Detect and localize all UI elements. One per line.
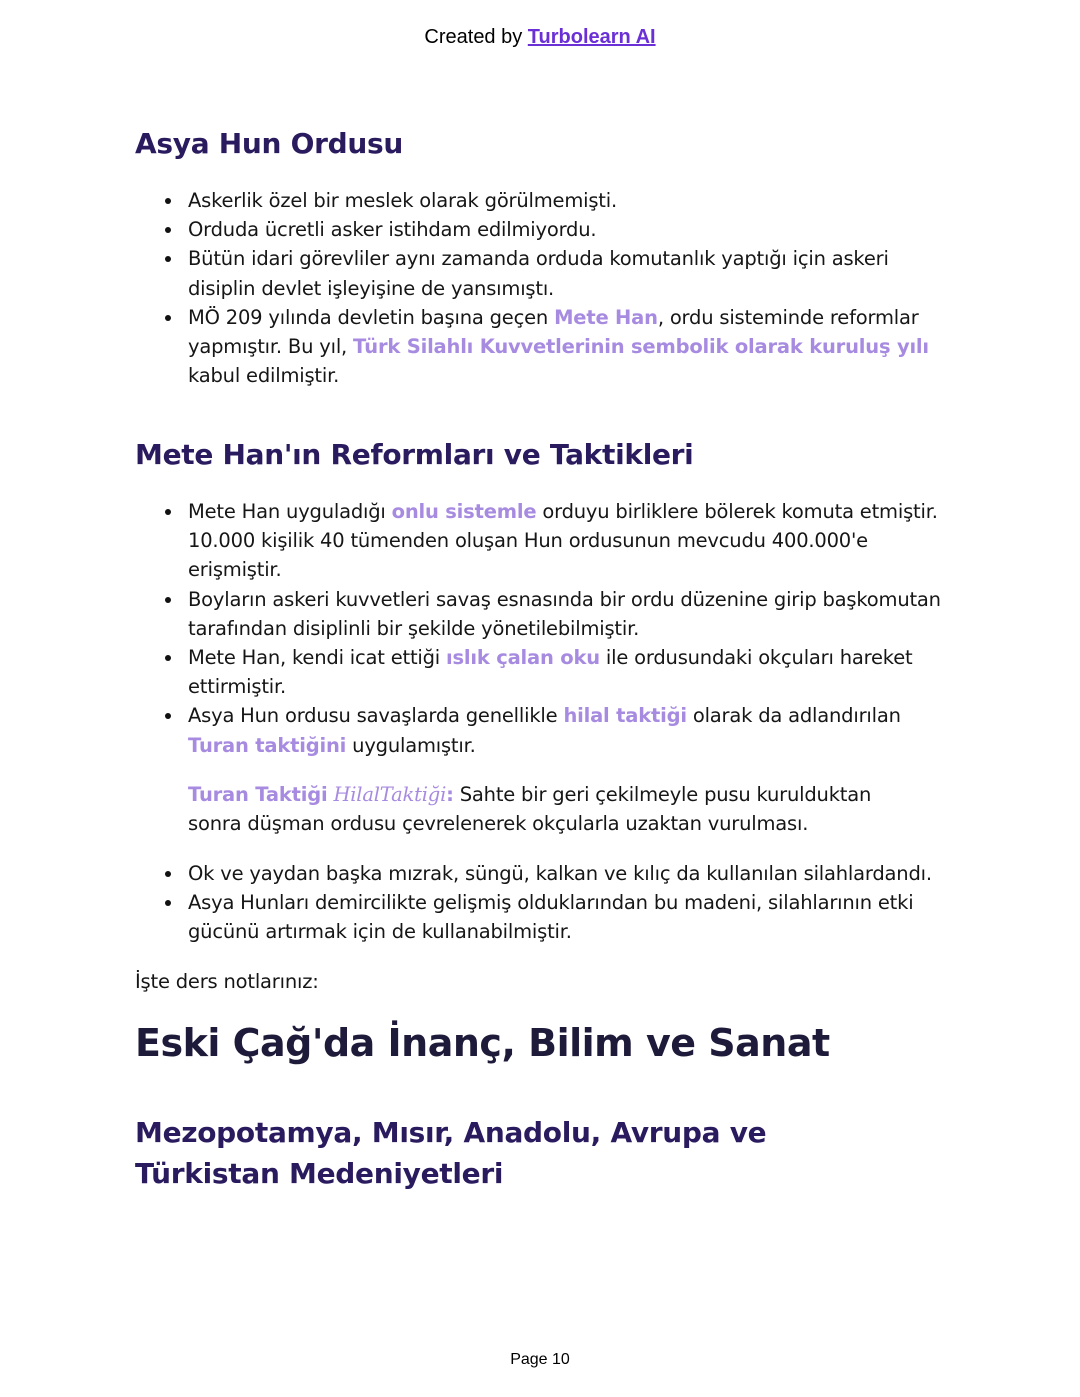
- mete-han-list: [135, 497, 948, 760]
- definition-math: HilalTaktiği: [333, 783, 447, 806]
- page-header: [0, 26, 1080, 49]
- header-prefix: Created by: [424, 26, 528, 48]
- list-item: MÖ 209 yılında devletin başına geçen Mete Han, ordu sisteminde reformlar yapmıştır. Bu yıl, Türk Silahlı Kuvvetlerinin sembolik olarak kuruluş yılı kabul edilmiştir.: [188, 303, 948, 391]
- section-title-mete-han: Mete Han'ın Reformları ve Taktikleri: [135, 438, 694, 471]
- page-number: Page 10: [510, 1351, 570, 1368]
- list-item: Asya Hun ordusu savaşlarda genellikle hilal taktiği olarak da adlandırılan Turan taktiğini uygulamıştır.: [188, 701, 948, 759]
- main-title: Eski Çağ'da İnanç, Bilim ve Sanat: [135, 1021, 830, 1065]
- asya-hun-list: [135, 186, 948, 390]
- section-title-medeniyetler: Mezopotamya, Mısır, Anadolu, Avrupa ve Türkistan Medeniyetleri: [135, 1116, 767, 1190]
- list-item: Ok ve yaydan başka mızrak, süngü, kalkan ve kılıç da kullanılan silahlardandı.: [188, 859, 948, 888]
- highlight-mete-han: Mete Han: [554, 305, 658, 329]
- turan-definition: Turan Taktiği HilalTaktiği: Sahte bir geri çekilmeyle pusu kurulduktan sonra düşman ordusu çevrelenerek okçularla uzaktan vurulması.: [188, 783, 872, 836]
- mete-han-list-continued: [135, 859, 948, 947]
- list-item: Asya Hunları demircilikte gelişmiş olduklarından bu madeni, silahlarının etki gücünü artırmak için de kullanabilmiştir.: [188, 888, 948, 946]
- list-item: Askerlik özel bir meslek olarak görülmemişti.: [188, 186, 948, 215]
- list-item: Orduda ücretli asker istihdam edilmiyordu.: [188, 215, 948, 244]
- notes-intro: İşte ders notlarınız:: [135, 970, 319, 993]
- list-item: Mete Han uyguladığı onlu sistemle orduyu birliklere bölerek komuta etmiştir. 10.000 kişilik 40 tümenden oluşan Hun ordusunun mevcudu 400.000'e erişmiştir.: [188, 497, 948, 585]
- highlight-islik-ok: ıslık çalan oku: [446, 646, 600, 670]
- list-item: Boyların askeri kuvvetleri savaş esnasında bir ordu düzenine girip başkomutan tarafından disiplinli bir şekilde yönetilebilmiştir.: [188, 585, 948, 643]
- list-item: Mete Han, kendi icat ettiği ıslık çalan oku ile ordusundaki okçuları hareket ettirmiştir.: [188, 643, 948, 701]
- highlight-hilal: hilal taktiği: [563, 704, 687, 728]
- turbolearn-link[interactable]: Turbolearn AI: [527, 26, 656, 48]
- highlight-onlu-sistem: onlu sistemle: [391, 500, 537, 523]
- list-item: Bütün idari görevliler aynı zamanda orduda komutanlık yaptığı için askeri disiplin devlet işleyişine de yansımıştı.: [188, 244, 948, 302]
- definition-term: Turan Taktiği: [188, 783, 328, 806]
- highlight-turan: Turan taktiğini: [188, 733, 347, 757]
- section-title-asya-hun: Asya Hun Ordusu: [135, 127, 403, 160]
- highlight-tsk-year: Türk Silahlı Kuvvetlerinin sembolik olarak kuruluş yılı: [353, 335, 929, 359]
